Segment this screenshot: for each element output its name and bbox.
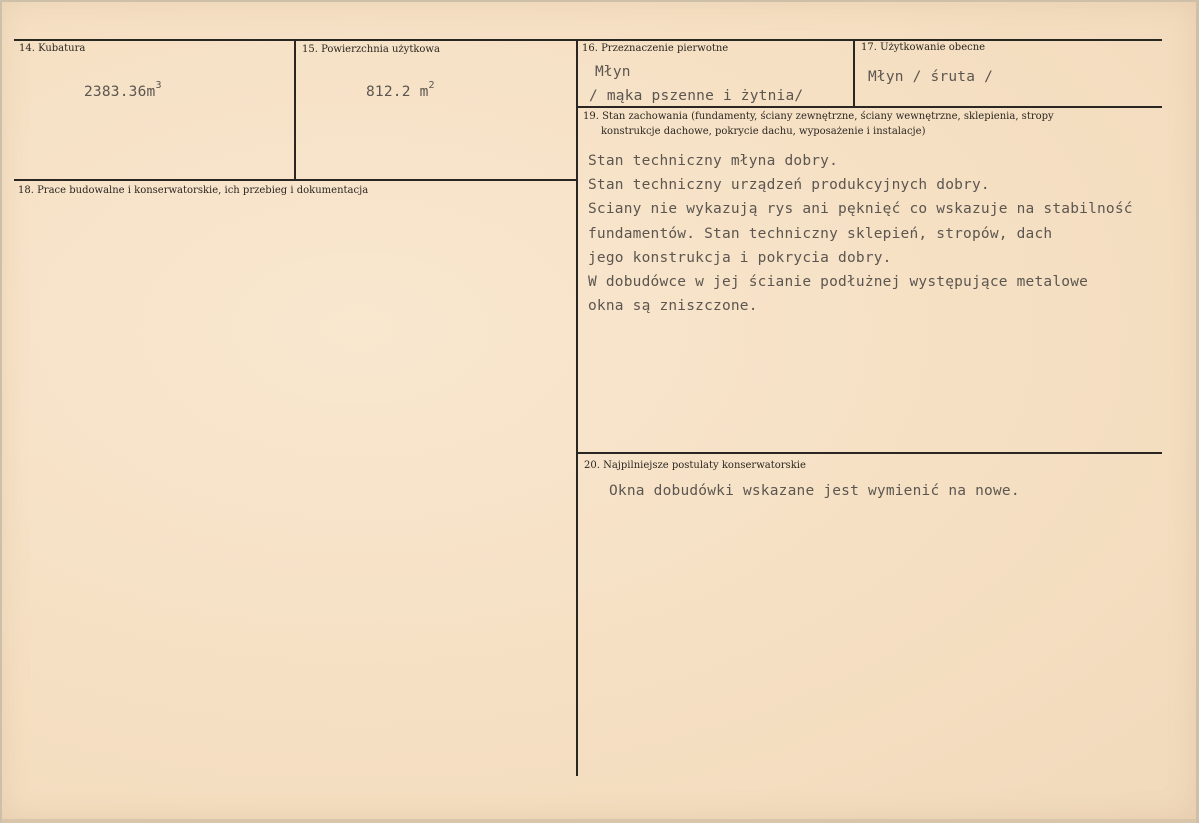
field-19-line: jego konstrukcja i pokrycia dobry. — [588, 249, 892, 266]
divider-14-15 — [294, 39, 296, 179]
divider-16-17 — [853, 39, 855, 107]
field-16-label: 16. Przeznaczenie pierwotne — [582, 43, 729, 54]
record-card — [2, 2, 1196, 823]
field-15-value: 812.2 $m^2$ — [366, 80, 435, 100]
rule-under-16-17 — [576, 106, 1162, 108]
divider-left-right — [576, 39, 578, 776]
field-19-label-line2: konstrukcje dachowe, pokrycie dachu, wyposażenie i instalacje) — [601, 126, 926, 137]
field-17-value: Młyn / śruta / — [868, 69, 994, 85]
field-17-label: 17. Użytkowanie obecne — [861, 42, 986, 53]
field-19-line: Sciany nie wykazują rys ani pęknięć co wskazuje na stabilność — [588, 201, 1133, 218]
field-16-value-line1: Młyn — [595, 64, 631, 80]
field-15-label: 15. Powierzchnia użytkowa — [302, 44, 440, 55]
field-20-label: 20. Najpilniejsze postulaty konserwatorskie — [584, 460, 806, 471]
field-19-line: Stan techniczny urządzeń produkcyjnych dobry. — [588, 177, 990, 194]
field-14-label: 14. Kubatura — [19, 43, 86, 54]
top-rule — [14, 39, 1162, 41]
field-18-label: 18. Prace budowalne i konserwatorskie, ich przebieg i dokumentacja — [18, 185, 369, 196]
field-19-text — [588, 149, 1133, 318]
field-20-value: Okna dobudówki wskazane jest wymienić na nowe. — [609, 483, 1020, 499]
field-19-line: okna są zniszczone. — [588, 298, 758, 315]
field-16-value-line2: / mąka pszenne i żytnia/ — [589, 88, 804, 104]
field-14-value: $2383.36m^3$ — [84, 80, 162, 100]
field-19-line: fundamentów. Stan techniczny sklepień, stropów, dach — [588, 225, 1053, 242]
rule-above-20 — [576, 452, 1162, 454]
rule-under-14-15 — [14, 179, 576, 181]
field-19-line: W dobudówce w jej ścianie podłużnej występujące metalowe — [588, 274, 1089, 291]
field-19-label-line1: 19. Stan zachowania (fundamenty, ściany zewnętrzne, ściany wewnętrzne, sklepienia, stropy — [583, 111, 1054, 122]
field-19-line: Stan techniczny młyna dobry. — [588, 153, 839, 169]
